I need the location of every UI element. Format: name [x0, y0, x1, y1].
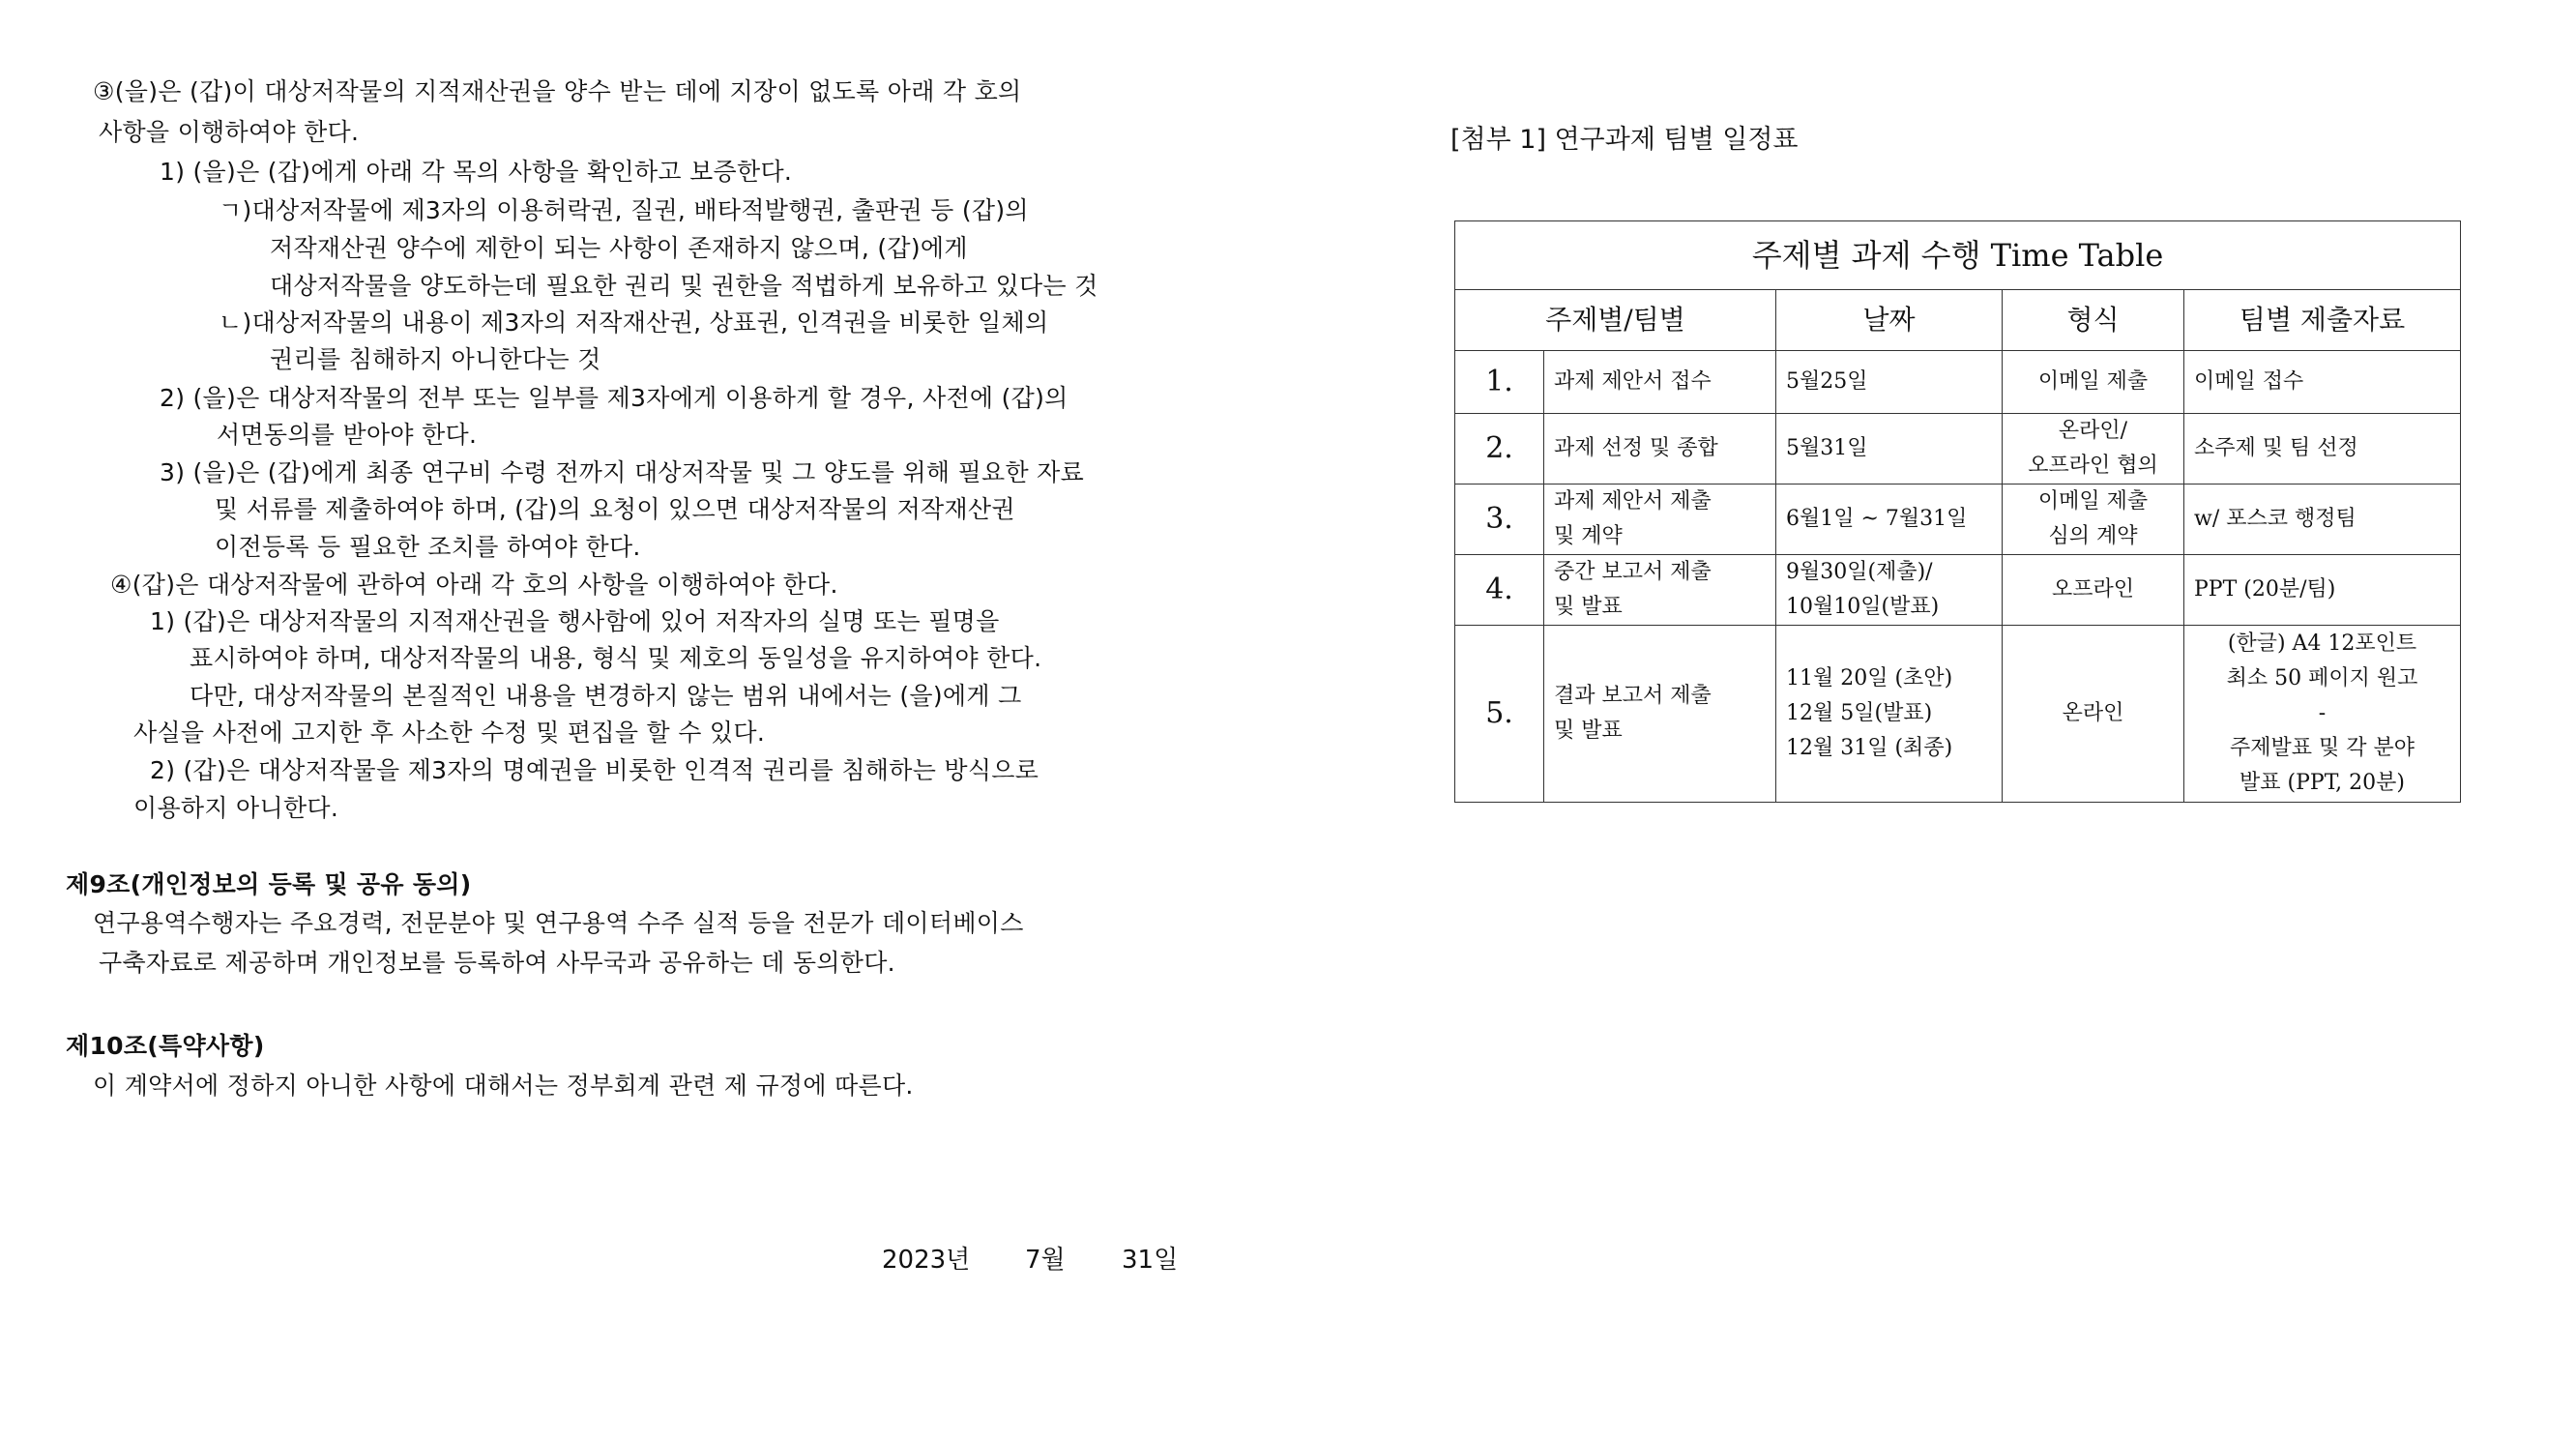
header-date: 날짜 [1776, 290, 2003, 351]
table-row [1455, 351, 2461, 414]
clause-4-item-1-line-4: 사실을 사전에 고지한 후 사소한 수정 및 편집을 할 수 있다. [133, 719, 766, 747]
clause-3-item-3-line-3: 이전등록 등 필요한 조치를 하여야 한다. [215, 533, 641, 561]
clause-3-item-2-line-2: 서면동의를 받아야 한다. [217, 421, 478, 449]
clause-3-item-2-line-1: 2) (을)은 대상저작물의 전부 또는 일부를 제3자에게 이용하게 할 경우, 사전에 (갑)의 [160, 384, 1068, 412]
clause-3-item-1a-line-1: ㄱ)대상저작물에 제3자의 이용허락권, 질권, 배타적발행권, 출판권 등 (갑)의 [219, 196, 1029, 224]
date-month: 7월 [1025, 1246, 1066, 1275]
row-topic: 과제 제안서 제출 및 계약 [1544, 485, 1776, 555]
attachment-caption: [첨부 1] 연구과제 팀별 일정표 [1450, 125, 1799, 155]
row-topic: 과제 선정 및 종합 [1544, 414, 1776, 485]
table-row [1455, 485, 2461, 555]
row-submission: 이메일 접수 [2184, 351, 2461, 414]
clause-3-item-1a-line-3: 대상저작물을 양도하는데 필요한 권리 및 권한을 적법하게 보유하고 있다는 것 [270, 272, 1098, 300]
clause-4-item-1-line-1: 1) (갑)은 대상저작물의 지적재산권을 행사함에 있어 저작자의 실명 또는 필명을 [150, 607, 1000, 635]
clause-4-item-2-line-2: 이용하지 아니한다. [133, 794, 339, 822]
clause-3-item-3-line-2: 및 서류를 제출하여야 하며, (갑)의 요청이 있으면 대상저작물의 저작재산권 [215, 495, 1015, 523]
clause-3-line-1: ③(을)은 (갑)이 대상저작물의 지적재산권을 양수 받는 데에 지장이 없도록 아래 각 호의 [93, 77, 1022, 105]
header-submission: 팀별 제출자료 [2184, 290, 2461, 351]
article-9-heading: 제9조(개인정보의 등록 및 공유 동의) [66, 870, 472, 898]
clause-3-item-1b-line-2: 권리를 침해하지 아니한다는 것 [270, 345, 601, 373]
table-row [1455, 414, 2461, 485]
row-format: 온라인/ 오프라인 협의 [2003, 414, 2184, 485]
row-submission: (한글) A4 12포인트 최소 50 페이지 원고 - 주제발표 및 각 분야 발표 (PPT, 20분) [2184, 626, 2461, 803]
row-format: 이메일 제출 [2003, 351, 2184, 414]
clause-4-line-1: ④(갑)은 대상저작물에 관하여 아래 각 호의 사항을 이행하여야 한다. [110, 571, 838, 599]
row-format: 온라인 [2003, 626, 2184, 803]
row-number: 3. [1455, 485, 1544, 555]
row-date: 5월31일 [1776, 414, 2003, 485]
clause-4-item-2-line-1: 2) (갑)은 대상저작물을 제3자의 명예권을 비롯한 인격적 권리를 침해하는 방식으로 [150, 756, 1039, 784]
date-day: 31일 [1122, 1246, 1179, 1275]
schedule-table [1454, 220, 2461, 803]
row-number: 2. [1455, 414, 1544, 485]
clause-4-item-1-line-3: 다만, 대상저작물의 본질적인 내용을 변경하지 않는 범위 내에서는 (을)에게 그 [190, 682, 1022, 710]
date-year: 2023년 [882, 1246, 971, 1275]
article-10-heading: 제10조(특약사항) [66, 1032, 265, 1060]
row-topic: 과제 제안서 접수 [1544, 351, 1776, 414]
table-row [1455, 626, 2461, 803]
clause-3-item-1a-line-2: 저작재산권 양수에 제한이 되는 사항이 존재하지 않으며, (갑)에게 [270, 234, 968, 262]
row-date: 11월 20일 (초안) 12월 5일(발표) 12월 31일 (최종) [1776, 626, 2003, 803]
clause-4-item-1-line-2: 표시하여야 하며, 대상저작물의 내용, 형식 및 제호의 동일성을 유지하여야 한다. [190, 644, 1042, 672]
header-topic: 주제별/팀별 [1455, 290, 1776, 351]
row-submission: PPT (20분/팀) [2184, 555, 2461, 626]
row-format: 오프라인 [2003, 555, 2184, 626]
article-9-line-1: 연구용역수행자는 주요경력, 전문분야 및 연구용역 수주 실적 등을 전문가 데이터베이스 [93, 909, 1024, 937]
row-date: 6월1일 ~ 7월31일 [1776, 485, 2003, 555]
clause-3-item-1b-line-1: ㄴ)대상저작물의 내용이 제3자의 저작재산권, 상표권, 인격권을 비롯한 일체의 [219, 308, 1049, 337]
row-topic: 결과 보고서 제출 및 발표 [1544, 626, 1776, 803]
clause-3-item-3-line-1: 3) (을)은 (갑)에게 최종 연구비 수령 전까지 대상저작물 및 그 양도를 위해 필요한 자료 [160, 458, 1085, 486]
clause-3-item-1: 1) (을)은 (갑)에게 아래 각 목의 사항을 확인하고 보증한다. [160, 158, 793, 186]
table-row [1455, 555, 2461, 626]
clause-3-line-2: 사항을 이행하여야 한다. [99, 118, 360, 146]
row-topic: 중간 보고서 제출 및 발표 [1544, 555, 1776, 626]
header-format: 형식 [2003, 290, 2184, 351]
row-format: 이메일 제출 심의 계약 [2003, 485, 2184, 555]
article-10-line-1: 이 계약서에 정하지 아니한 사항에 대해서는 정부회계 관련 제 규정에 따른다. [93, 1072, 914, 1100]
row-date: 9월30일(제출)/ 10월10일(발표) [1776, 555, 2003, 626]
row-submission: w/ 포스코 행정팀 [2184, 485, 2461, 555]
row-number: 5. [1455, 626, 1544, 803]
row-number: 1. [1455, 351, 1544, 414]
row-date: 5월25일 [1776, 351, 2003, 414]
row-number: 4. [1455, 555, 1544, 626]
article-9-line-2: 구축자료로 제공하며 개인정보를 등록하여 사무국과 공유하는 데 동의한다. [99, 949, 895, 977]
row-submission: 소주제 및 팀 선정 [2184, 414, 2461, 485]
table-title: 주제별 과제 수행 Time Table [1455, 221, 2461, 290]
